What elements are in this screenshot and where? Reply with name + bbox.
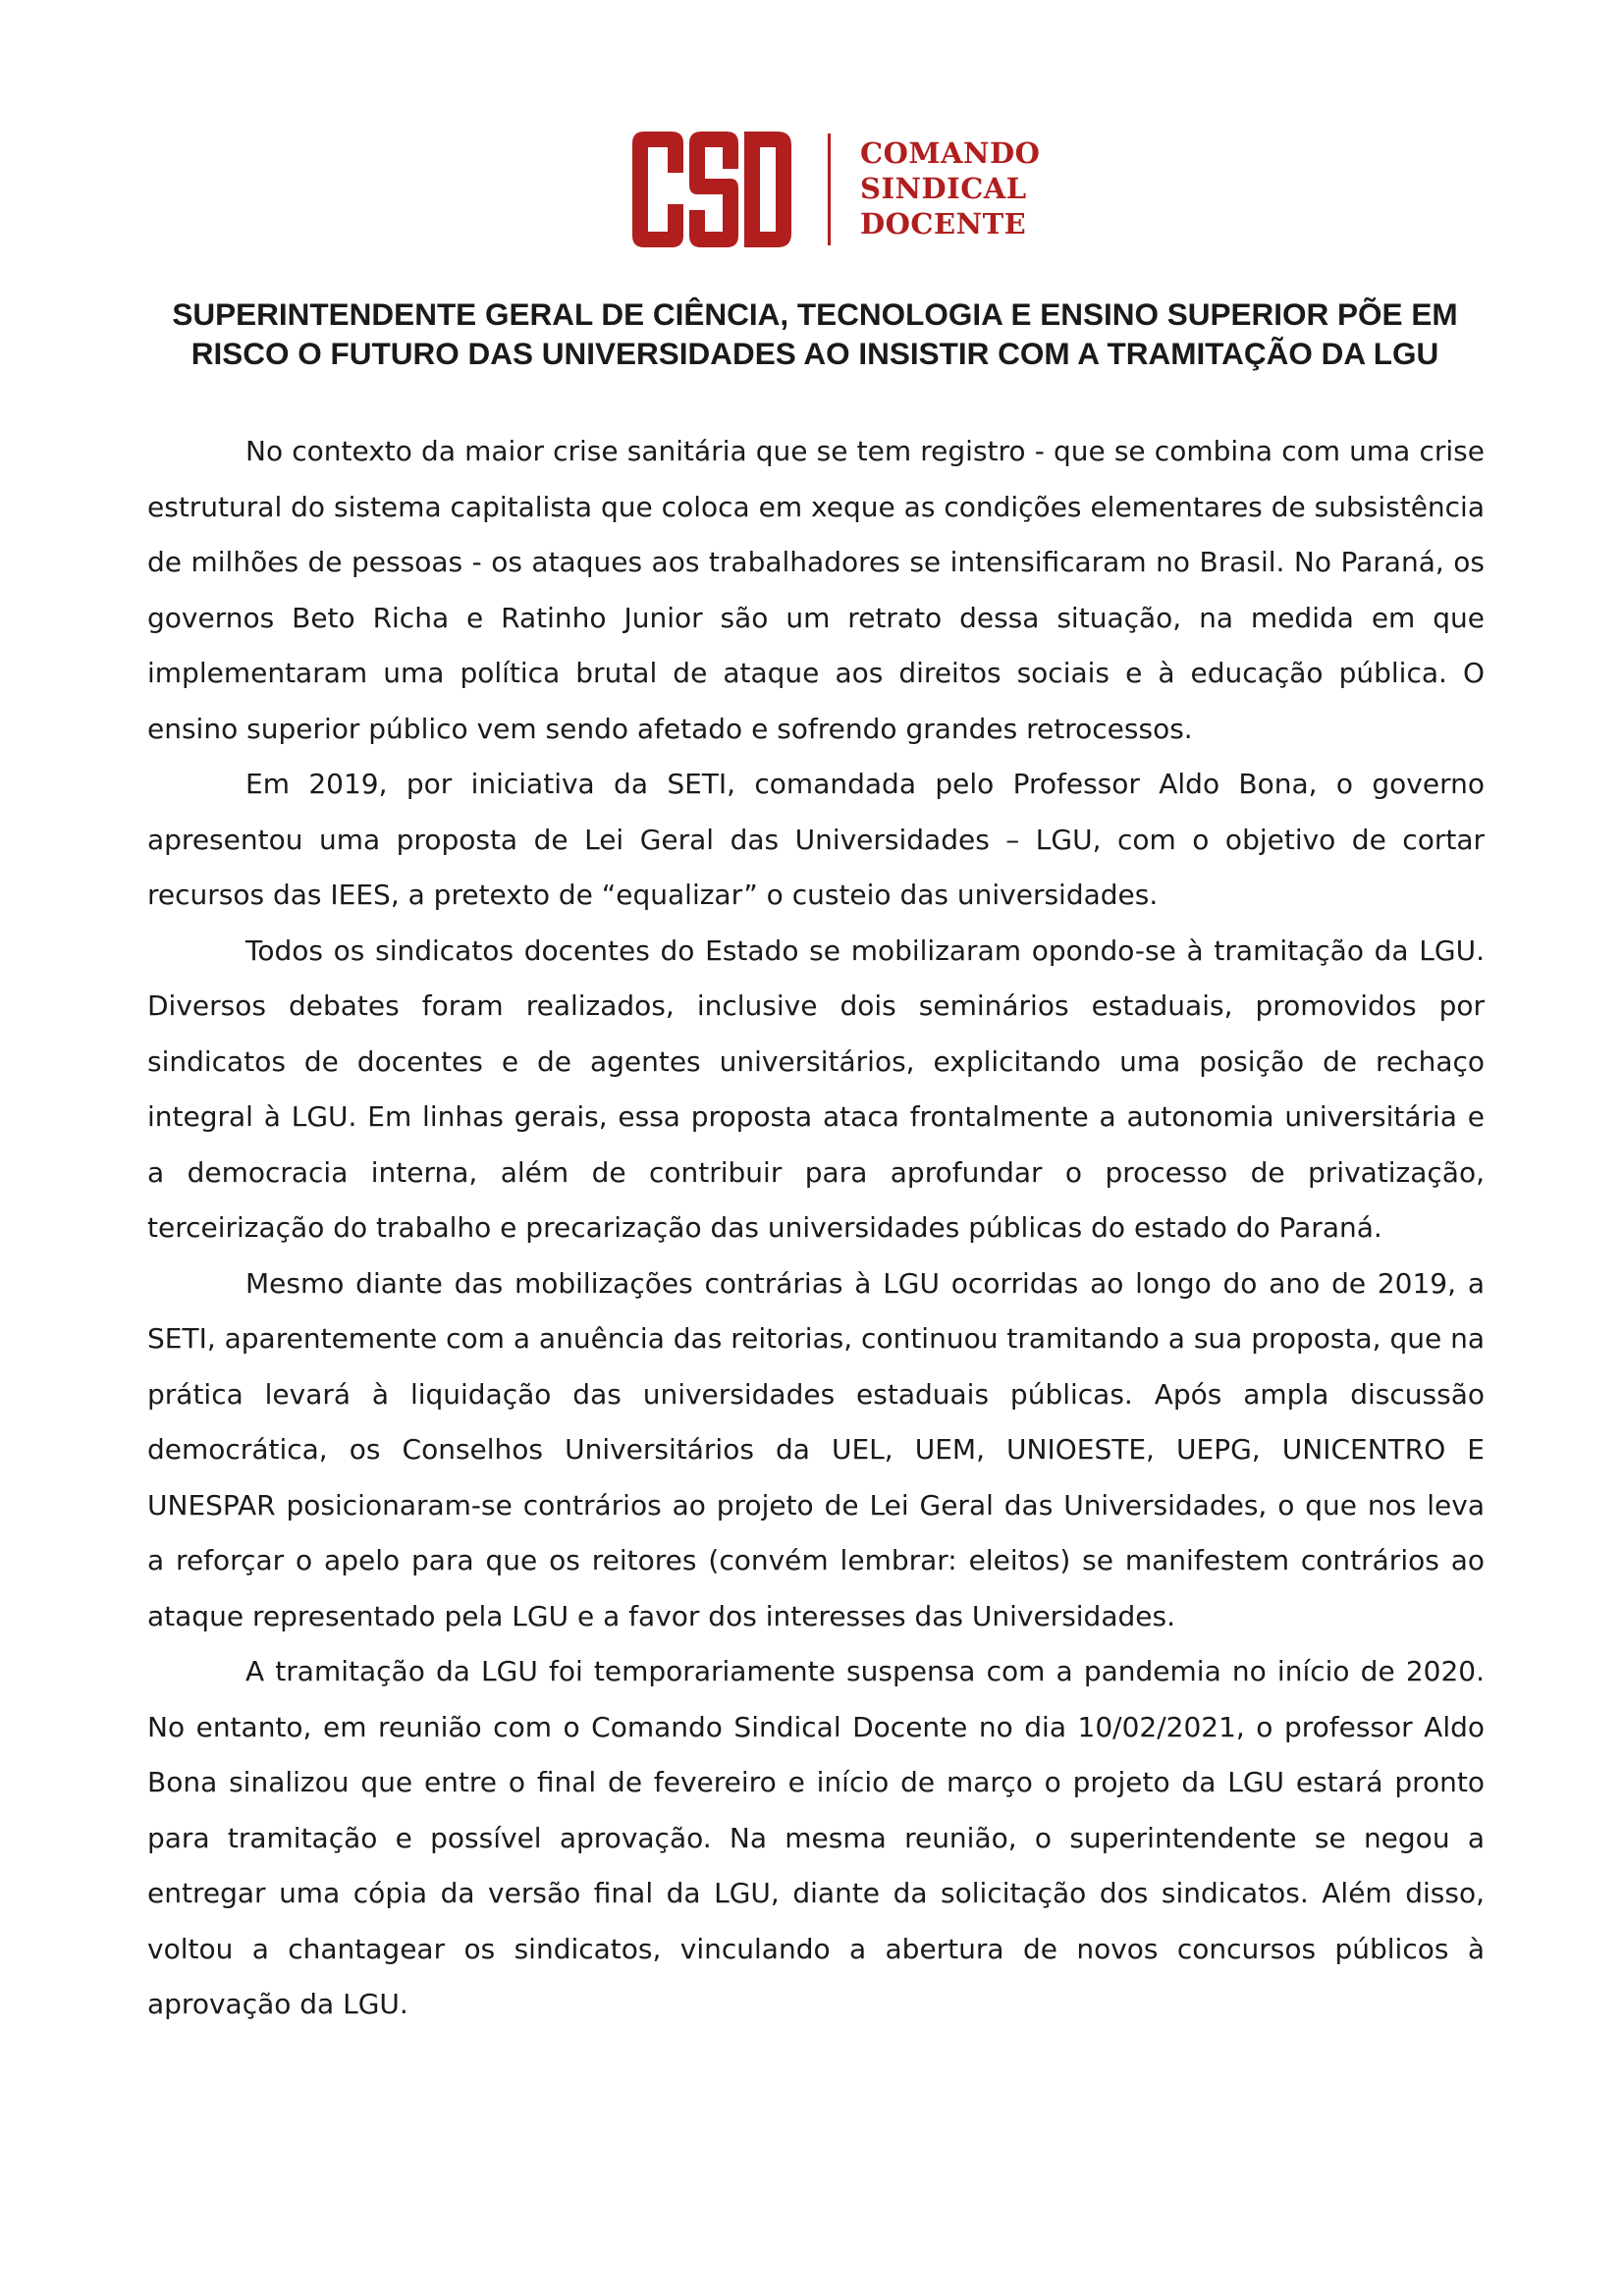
title-line-2: RISCO O FUTURO DAS UNIVERSIDADES AO INSISTIR COM A TRAMITAÇÃO DA LGU [190, 336, 1439, 371]
paragraph: Mesmo diante das mobilizações contrárias à LGU ocorridas ao longo do ano de 2019, a SETI, aparentemente com a anuência das reitorias, continuou tramitando a sua proposta, que na prática levará à liquidação das universidades estaduais públicas. Após ampla discussão democrática, os Conselhos Universitários da UEL, UEM, UNIOESTE, UEPG, UNICENTRO E UNESPAR posicionaram-se contrários ao projeto de Lei Geral das Universidades, o que nos leva a reforçar o apelo para que os reitores (convém lembrar: eleitos) se manifestem contrários ao ataque representado pela LGU e a favor dos interesses das Universidades. [147, 1266, 1485, 1632]
paragraph: Em 2019, por iniciativa da SETI, comandada pelo Professor Aldo Bona, o governo apresentou uma proposta de Lei Geral das Universidades – LGU, com o objetivo de cortar recursos das IEES, a pretexto de “equalizar” o custeio das universidades. [147, 768, 1485, 911]
paragraph: No contexto da maior crise sanitária que se tem registro - que se combina com uma crise estrutural do sistema capitalista que coloca em xeque as condições elementares de subsistência de milhões de pessoas - os ataques aos trabalhadores se intensificaram no Brasil. No Paraná, os governos Beto Richa e Ratinho Junior são um retrato dessa situação, na medida em que implementaram uma política brutal de ataque aos direitos sociais e à educação pública. O ensino superior público vem sendo afetado e sofrendo grandes retrocessos. [147, 435, 1485, 745]
logo-line-docente: DOCENTE [860, 207, 1027, 240]
paragraph: Todos os sindicatos docentes do Estado se mobilizaram opondo-se à tramitação da LGU. Diversos debates foram realizados, inclusive dois seminários estaduais, promovidos por sindicatos de docentes e de agentes universitários, explicitando uma posição de rechaço integral à LGU. Em linhas gerais, essa proposta ataca frontalmente a autonomia universitária e a democracia interna, além de contribuir para aprofundar o processo de privatização, terceirização do trabalho e precarização das universidades públicas do estado do Paraná. [147, 934, 1485, 1244]
logo-wordmark [860, 135, 1040, 241]
logo-divider [828, 133, 831, 245]
csd-logo-mark [628, 130, 795, 249]
paragraph: A tramitação da LGU foi temporariamente suspensa com a pandemia no início de 2020. No entanto, em reunião com o Comando Sindical Docente no dia 10/02/2021, o professor Aldo Bona sinalizou que entre o final de fevereiro e início de março o projeto da LGU estará pronto para tramitação e possível aprovação. Na mesma reunião, o superintendente se negou a entregar uma cópia da versão final da LGU, diante da solicitação dos sindicatos. Além disso, voltou a chantagear os sindicatos, vinculando a abertura de novos concursos públicos à aprovação da LGU. [147, 1655, 1485, 2020]
csd-logo [628, 130, 1060, 249]
document-title [147, 294, 1483, 373]
title-line-1: SUPERINTENDENTE GERAL DE CIÊNCIA, TECNOLOGIA E ENSINO SUPERIOR PÕE EM [172, 296, 1458, 332]
logo-line-sindical: SINDICAL [860, 172, 1027, 205]
document-body [147, 424, 1485, 2033]
logo-line-comando: COMANDO [860, 136, 1041, 170]
